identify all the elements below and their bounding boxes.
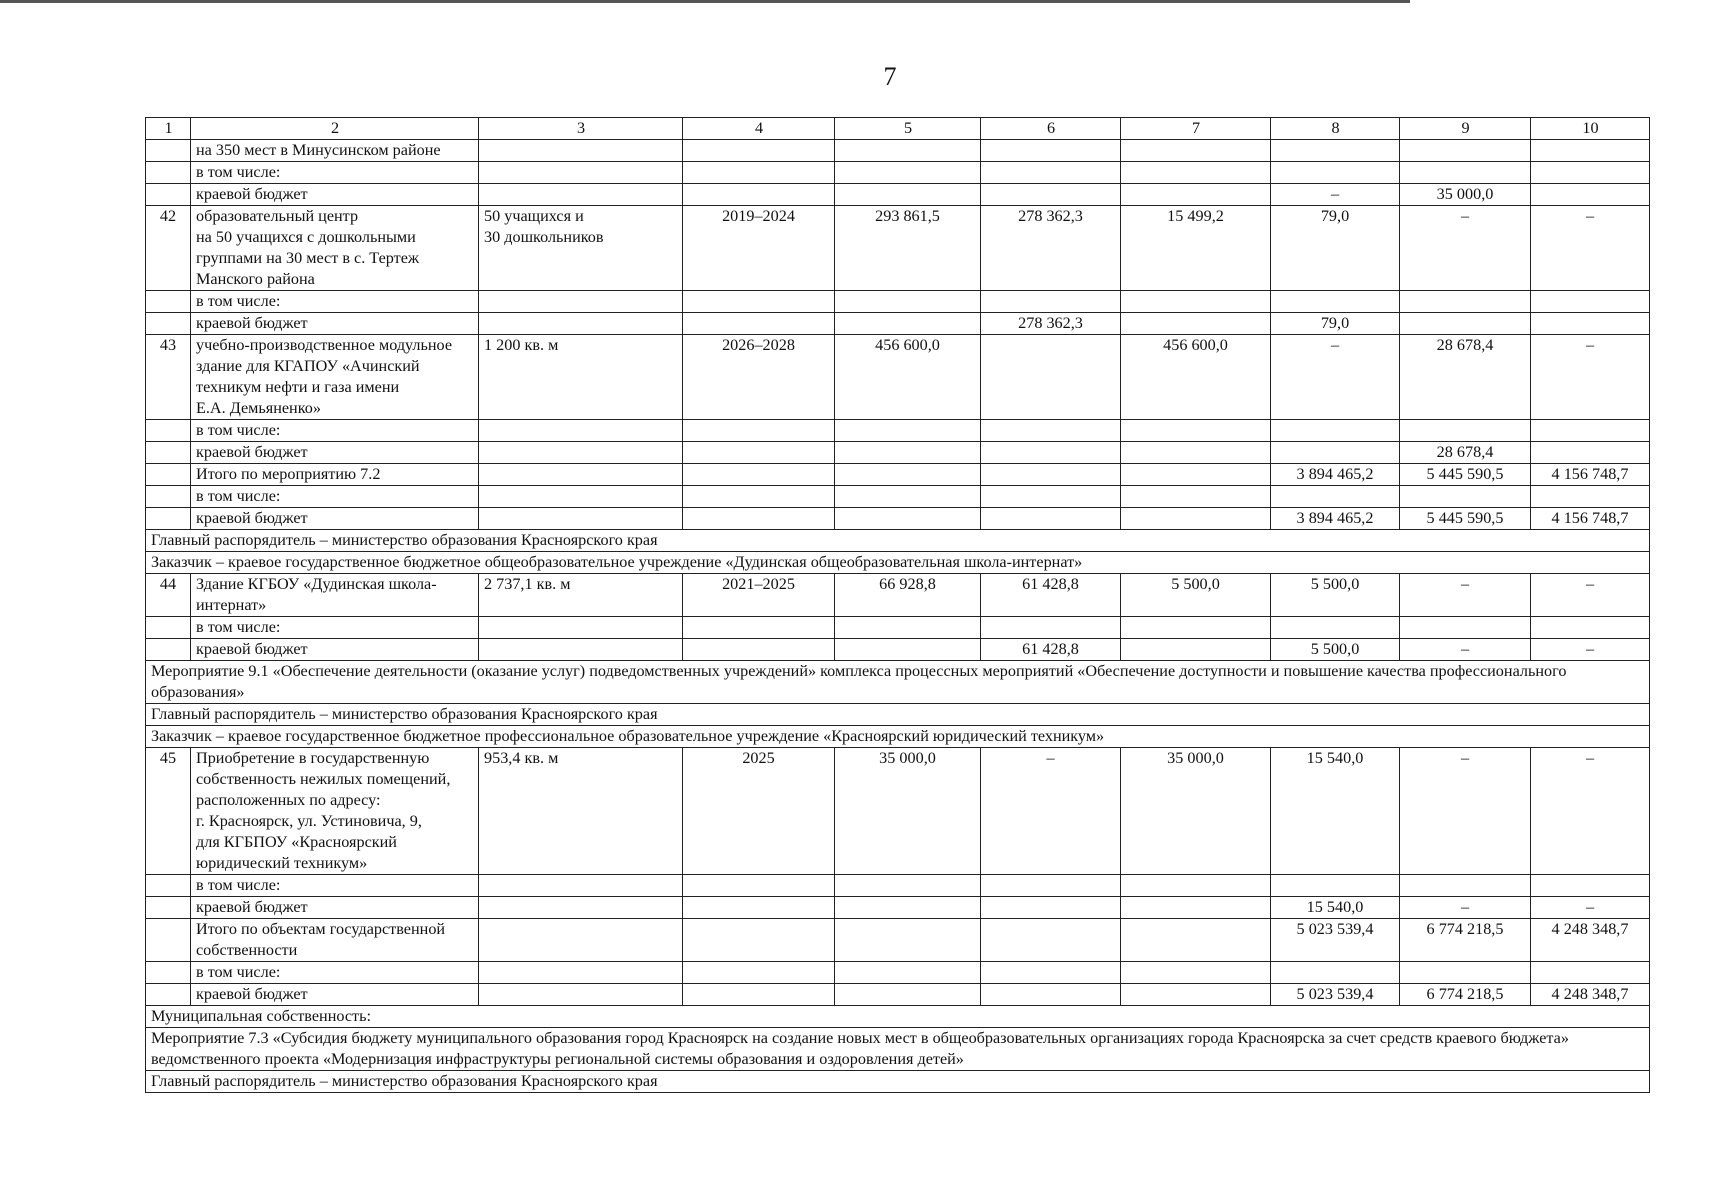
table-cell xyxy=(479,291,683,313)
column-header: 4 xyxy=(683,118,835,140)
item-name-cell: краевой бюджет xyxy=(191,442,479,464)
section-text: Мероприятие 9.1 «Обеспечение деятельности (оказание услуг) подведомственных учреждений» комплекса процессных мероприятий «Обеспечение доступности и повышение качества профессионального образования» xyxy=(146,661,1650,704)
table-cell xyxy=(835,291,981,313)
row-number-cell xyxy=(146,184,191,206)
table-row xyxy=(146,748,1650,875)
section-text: Заказчик – краевое государственное бюджетное общеобразовательное учреждение «Дудинская общеобразовательная школа-интернат» xyxy=(146,552,1650,574)
table-cell xyxy=(1400,162,1531,184)
table-cell xyxy=(683,313,835,335)
table-cell: 79,0 xyxy=(1271,313,1400,335)
table-row xyxy=(146,984,1650,1006)
column-header: 10 xyxy=(1531,118,1650,140)
table-cell: 6 774 218,5 xyxy=(1400,984,1531,1006)
table-cell xyxy=(981,140,1121,162)
table-cell xyxy=(1121,875,1271,897)
table-cell xyxy=(981,184,1121,206)
table-cell xyxy=(981,162,1121,184)
table-cell xyxy=(479,508,683,530)
table-cell: 15 540,0 xyxy=(1271,897,1400,919)
table-cell: 4 156 748,7 xyxy=(1531,464,1650,486)
item-name-cell: на 350 мест в Минусинском районе xyxy=(191,140,479,162)
row-number-cell xyxy=(146,919,191,962)
table-cell: – xyxy=(1400,897,1531,919)
table-cell xyxy=(1271,162,1400,184)
table-cell: 2026–2028 xyxy=(683,335,835,420)
item-name-cell: краевой бюджет xyxy=(191,313,479,335)
table-row xyxy=(146,420,1650,442)
item-name-cell: образовательный центр на 50 учащихся с дошкольными группами на 30 мест в с. Тертеж Манского района xyxy=(191,206,479,291)
table-cell xyxy=(683,984,835,1006)
table-cell: – xyxy=(1531,206,1650,291)
table-cell: 4 156 748,7 xyxy=(1531,508,1650,530)
table-cell: 5 445 590,5 xyxy=(1400,508,1531,530)
table-cell xyxy=(1271,875,1400,897)
section-row xyxy=(146,530,1650,552)
row-number-cell: 44 xyxy=(146,574,191,617)
table-cell xyxy=(1531,291,1650,313)
table-cell: – xyxy=(1531,897,1650,919)
table-cell xyxy=(1121,897,1271,919)
table-cell: 278 362,3 xyxy=(981,313,1121,335)
table-cell: 3 894 465,2 xyxy=(1271,464,1400,486)
item-name-cell: краевой бюджет xyxy=(191,984,479,1006)
table-cell: 2019–2024 xyxy=(683,206,835,291)
table-cell: – xyxy=(981,748,1121,875)
row-number-cell: 42 xyxy=(146,206,191,291)
table-cell: 4 248 348,7 xyxy=(1531,919,1650,962)
section-text: Главный распорядитель – министерство образования Красноярского края xyxy=(146,530,1650,552)
table-cell xyxy=(1531,184,1650,206)
table-cell: 5 500,0 xyxy=(1121,574,1271,617)
section-row xyxy=(146,661,1650,704)
table-cell: 35 000,0 xyxy=(835,748,981,875)
table-cell: 2021–2025 xyxy=(683,574,835,617)
table-cell: – xyxy=(1531,574,1650,617)
table-cell: 79,0 xyxy=(1271,206,1400,291)
table-row xyxy=(146,617,1650,639)
table-row xyxy=(146,206,1650,291)
table-cell: 1 200 кв. м xyxy=(479,335,683,420)
item-name-cell: Приобретение в государственную собственность нежилых помещений, расположенных по адресу: г. Красноярск, ул. Устиновича, 9, для КГБПОУ «Красноярский юридический техникум» xyxy=(191,748,479,875)
table-cell xyxy=(1271,962,1400,984)
table-cell xyxy=(1531,875,1650,897)
section-text: Заказчик – краевое государственное бюджетное профессиональное образовательное учреждение «Красноярский юридический техникум» xyxy=(146,726,1650,748)
table-cell: 15 540,0 xyxy=(1271,748,1400,875)
table-cell xyxy=(1531,617,1650,639)
table-cell: – xyxy=(1400,639,1531,661)
table-cell xyxy=(1121,962,1271,984)
table-row xyxy=(146,184,1650,206)
table-row xyxy=(146,313,1650,335)
table-cell xyxy=(1400,875,1531,897)
table-cell xyxy=(1121,984,1271,1006)
table-cell: 6 774 218,5 xyxy=(1400,919,1531,962)
scan-edge xyxy=(0,0,1410,3)
column-header: 3 xyxy=(479,118,683,140)
table-cell xyxy=(835,919,981,962)
table-cell xyxy=(1531,420,1650,442)
row-number-cell xyxy=(146,313,191,335)
table-cell: 5 023 539,4 xyxy=(1271,984,1400,1006)
item-name-cell: в том числе: xyxy=(191,962,479,984)
table-cell xyxy=(981,984,1121,1006)
table-cell: 5 023 539,4 xyxy=(1271,919,1400,962)
table-cell xyxy=(835,184,981,206)
table-cell xyxy=(1121,140,1271,162)
table-row xyxy=(146,574,1650,617)
section-text: Муниципальная собственность: xyxy=(146,1006,1650,1028)
table-cell xyxy=(1400,313,1531,335)
column-header: 5 xyxy=(835,118,981,140)
budget-table xyxy=(145,117,1650,1093)
table-cell xyxy=(835,162,981,184)
section-row xyxy=(146,726,1650,748)
section-row xyxy=(146,1028,1650,1071)
table-cell xyxy=(835,617,981,639)
table-cell xyxy=(835,508,981,530)
item-name-cell: Итого по мероприятию 7.2 xyxy=(191,464,479,486)
table-cell xyxy=(1121,639,1271,661)
table-header-row xyxy=(146,118,1650,140)
table-cell: 2 737,1 кв. м xyxy=(479,574,683,617)
table-cell xyxy=(835,140,981,162)
row-number-cell xyxy=(146,162,191,184)
table-row xyxy=(146,486,1650,508)
table-cell: 278 362,3 xyxy=(981,206,1121,291)
table-cell: 2025 xyxy=(683,748,835,875)
section-row xyxy=(146,1006,1650,1028)
table-cell: 61 428,8 xyxy=(981,639,1121,661)
table-cell: 35 000,0 xyxy=(1400,184,1531,206)
table-cell xyxy=(1400,291,1531,313)
row-number-cell: 43 xyxy=(146,335,191,420)
table-row xyxy=(146,508,1650,530)
table-cell xyxy=(479,184,683,206)
table-cell xyxy=(479,919,683,962)
table-cell xyxy=(683,639,835,661)
table-cell: – xyxy=(1400,206,1531,291)
column-header: 1 xyxy=(146,118,191,140)
table-cell xyxy=(479,875,683,897)
section-text: Главный распорядитель – министерство образования Красноярского края xyxy=(146,704,1650,726)
table-cell: 5 500,0 xyxy=(1271,574,1400,617)
item-name-cell: краевой бюджет xyxy=(191,184,479,206)
table-body xyxy=(146,118,1650,1093)
table-cell xyxy=(1121,420,1271,442)
table-cell xyxy=(683,184,835,206)
column-header: 9 xyxy=(1400,118,1531,140)
table-cell xyxy=(835,464,981,486)
table-cell xyxy=(1400,420,1531,442)
table-cell xyxy=(1121,313,1271,335)
table-cell xyxy=(1121,486,1271,508)
table-cell: 61 428,8 xyxy=(981,574,1121,617)
row-number-cell xyxy=(146,984,191,1006)
item-name-cell: краевой бюджет xyxy=(191,639,479,661)
table-cell xyxy=(479,313,683,335)
table-cell xyxy=(981,875,1121,897)
table-cell xyxy=(683,420,835,442)
table-cell: 28 678,4 xyxy=(1400,335,1531,420)
section-row xyxy=(146,704,1650,726)
table-cell xyxy=(1531,313,1650,335)
table-cell xyxy=(479,617,683,639)
item-name-cell: в том числе: xyxy=(191,875,479,897)
row-number-cell: 45 xyxy=(146,748,191,875)
table-cell xyxy=(479,639,683,661)
column-header: 7 xyxy=(1121,118,1271,140)
table-cell xyxy=(835,875,981,897)
table-cell: – xyxy=(1271,335,1400,420)
table-cell xyxy=(1400,962,1531,984)
table-cell xyxy=(683,162,835,184)
table-row xyxy=(146,140,1650,162)
column-header: 6 xyxy=(981,118,1121,140)
row-number-cell xyxy=(146,962,191,984)
page-number: 7 xyxy=(883,62,897,91)
table-cell xyxy=(835,962,981,984)
row-number-cell xyxy=(146,617,191,639)
table-cell xyxy=(1531,442,1650,464)
table-cell xyxy=(835,639,981,661)
table-cell xyxy=(1121,919,1271,962)
table-cell xyxy=(683,442,835,464)
table-cell xyxy=(1531,162,1650,184)
table-row xyxy=(146,464,1650,486)
table-cell: 28 678,4 xyxy=(1400,442,1531,464)
table-row xyxy=(146,639,1650,661)
table-cell xyxy=(981,508,1121,530)
table-cell: – xyxy=(1400,574,1531,617)
table-cell: 15 499,2 xyxy=(1121,206,1271,291)
item-name-cell: в том числе: xyxy=(191,162,479,184)
table-cell xyxy=(1400,486,1531,508)
table-cell xyxy=(479,140,683,162)
row-number-cell xyxy=(146,140,191,162)
table-cell xyxy=(1271,442,1400,464)
table-cell xyxy=(1400,140,1531,162)
table-cell xyxy=(981,486,1121,508)
table-cell xyxy=(835,984,981,1006)
row-number-cell xyxy=(146,639,191,661)
table-cell xyxy=(683,875,835,897)
item-name-cell: краевой бюджет xyxy=(191,897,479,919)
table-cell xyxy=(683,919,835,962)
table-cell xyxy=(835,442,981,464)
table-cell xyxy=(683,617,835,639)
table-cell xyxy=(1121,162,1271,184)
item-name-cell: Здание КГБОУ «Дудинская школа- интернат» xyxy=(191,574,479,617)
table-row xyxy=(146,962,1650,984)
table-cell xyxy=(683,897,835,919)
table-cell: 35 000,0 xyxy=(1121,748,1271,875)
table-cell xyxy=(479,897,683,919)
table-row xyxy=(146,875,1650,897)
table-cell xyxy=(981,464,1121,486)
item-name-cell: в том числе: xyxy=(191,617,479,639)
table-cell: 456 600,0 xyxy=(835,335,981,420)
item-name-cell: в том числе: xyxy=(191,486,479,508)
table-cell xyxy=(1271,486,1400,508)
table-cell xyxy=(1121,464,1271,486)
table-cell xyxy=(1271,140,1400,162)
table-cell xyxy=(1121,291,1271,313)
table-cell xyxy=(981,420,1121,442)
table-cell xyxy=(1531,140,1650,162)
table-cell: 66 928,8 xyxy=(835,574,981,617)
table-cell xyxy=(1271,420,1400,442)
table-cell xyxy=(479,486,683,508)
column-header: 2 xyxy=(191,118,479,140)
section-text: Главный распорядитель – министерство образования Красноярского края xyxy=(146,1071,1650,1093)
table-cell: 3 894 465,2 xyxy=(1271,508,1400,530)
table-cell xyxy=(835,420,981,442)
table-cell xyxy=(1531,962,1650,984)
table-cell xyxy=(981,442,1121,464)
row-number-cell xyxy=(146,420,191,442)
table-cell xyxy=(683,291,835,313)
table-cell xyxy=(683,464,835,486)
table-cell xyxy=(1531,486,1650,508)
table-cell: 5 500,0 xyxy=(1271,639,1400,661)
table-cell xyxy=(981,962,1121,984)
table-row xyxy=(146,919,1650,962)
column-header: 8 xyxy=(1271,118,1400,140)
table-cell xyxy=(1121,508,1271,530)
table-cell xyxy=(479,984,683,1006)
table-cell xyxy=(981,617,1121,639)
table-cell xyxy=(683,140,835,162)
table-cell: 5 445 590,5 xyxy=(1400,464,1531,486)
table-row xyxy=(146,442,1650,464)
table-cell xyxy=(479,442,683,464)
table-cell xyxy=(1121,442,1271,464)
table-cell xyxy=(835,897,981,919)
table-cell: – xyxy=(1531,639,1650,661)
table-row xyxy=(146,162,1650,184)
row-number-cell xyxy=(146,291,191,313)
row-number-cell xyxy=(146,508,191,530)
table-cell xyxy=(1271,617,1400,639)
table-cell: 50 учащихся и 30 дошкольников xyxy=(479,206,683,291)
table-cell: – xyxy=(1400,748,1531,875)
row-number-cell xyxy=(146,442,191,464)
table-cell xyxy=(1271,291,1400,313)
row-number-cell xyxy=(146,897,191,919)
table-cell xyxy=(981,291,1121,313)
row-number-cell xyxy=(146,464,191,486)
table-cell xyxy=(835,486,981,508)
table-cell xyxy=(479,464,683,486)
table-cell xyxy=(1121,617,1271,639)
section-text: Мероприятие 7.3 «Субсидия бюджету муниципального образования город Красноярск на создание новых мест в общеобразовательных организациях города Красноярска за счет средств краевого бюджета» ведомственного проекта «Модернизация инфраструктуры региональной системы образования и оздоровления детей» xyxy=(146,1028,1650,1071)
table-cell xyxy=(683,962,835,984)
table-cell xyxy=(1400,617,1531,639)
table-cell xyxy=(1121,184,1271,206)
table-row xyxy=(146,291,1650,313)
table-cell xyxy=(479,420,683,442)
table-cell xyxy=(479,162,683,184)
table-cell: 293 861,5 xyxy=(835,206,981,291)
item-name-cell: учебно-производственное модульное здание для КГАПОУ «Ачинский техникум нефти и газа имени Е.А. Демьяненко» xyxy=(191,335,479,420)
item-name-cell: Итого по объектам государственной собственности xyxy=(191,919,479,962)
table-cell: – xyxy=(1271,184,1400,206)
section-row xyxy=(146,1071,1650,1093)
table-cell: 456 600,0 xyxy=(1121,335,1271,420)
section-row xyxy=(146,552,1650,574)
table-cell xyxy=(479,962,683,984)
table-cell: – xyxy=(1531,748,1650,875)
item-name-cell: в том числе: xyxy=(191,291,479,313)
table-cell xyxy=(683,508,835,530)
table-cell xyxy=(981,897,1121,919)
table-row xyxy=(146,335,1650,420)
item-name-cell: краевой бюджет xyxy=(191,508,479,530)
table-cell: – xyxy=(1531,335,1650,420)
table-cell: 953,4 кв. м xyxy=(479,748,683,875)
table-row xyxy=(146,897,1650,919)
row-number-cell xyxy=(146,875,191,897)
table-cell xyxy=(683,486,835,508)
table-cell xyxy=(981,919,1121,962)
item-name-cell: в том числе: xyxy=(191,420,479,442)
table-cell: 4 248 348,7 xyxy=(1531,984,1650,1006)
table-cell xyxy=(981,335,1121,420)
table-cell xyxy=(835,313,981,335)
row-number-cell xyxy=(146,486,191,508)
